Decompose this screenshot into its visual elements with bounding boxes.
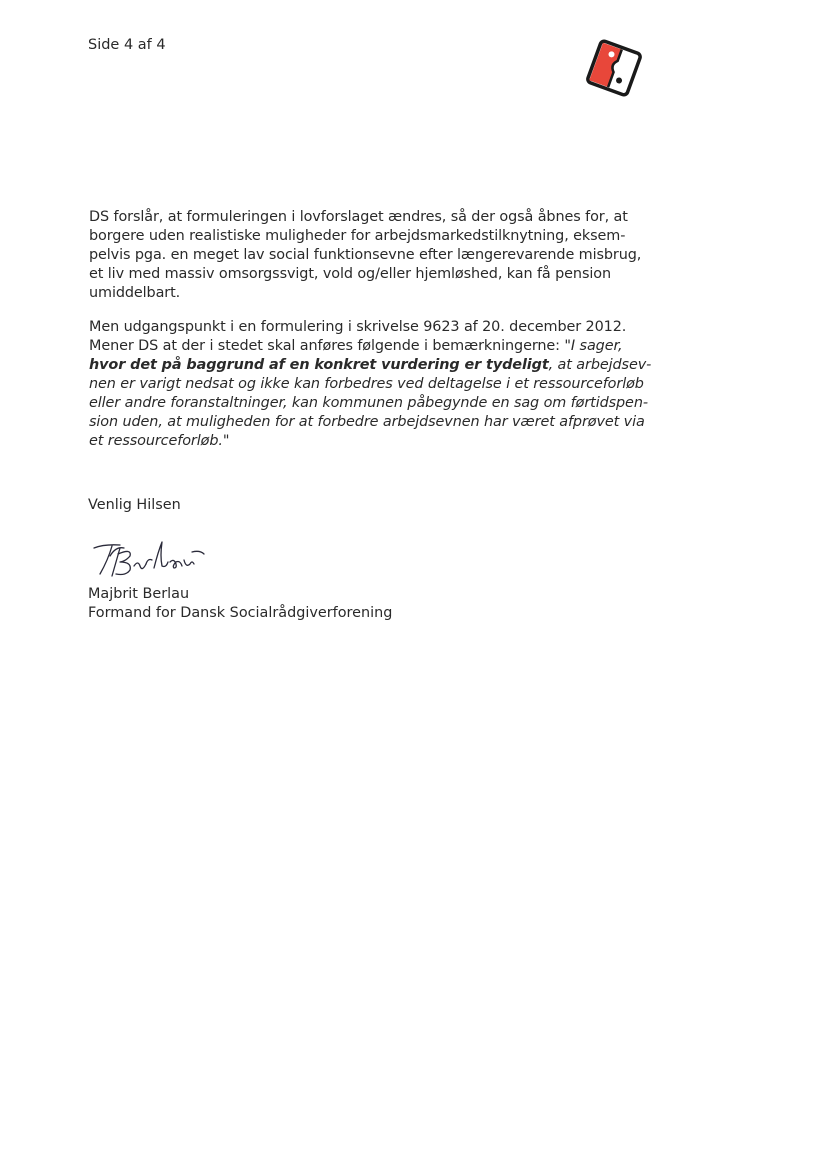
quote-emphasis: hvor det på baggrund af en konkret vurdering er tydeligt [89, 357, 549, 373]
quote-text-line: nen er varigt nedsat og ikke kan forbedres ved deltagelse i et ressourceforløb [89, 376, 644, 392]
quote-start: "I sager, [564, 338, 623, 354]
text-line [89, 337, 649, 356]
quote-text-line: eller andre foranstaltninger, kan kommunen påbegynde en sag om førtidspen- [89, 395, 648, 411]
quote-text-line: sion uden, at muligheden for at forbedre arbejdsevnen har været afprøvet via [89, 414, 645, 430]
ds-logo-icon [583, 38, 645, 98]
text-line: Men udgangspunkt i en formulering i skrivelse 9623 af 20. december 2012. [89, 319, 627, 335]
closing-greeting: Venlig Hilsen [88, 497, 181, 513]
quote-text-line: et ressourceforløb." [89, 433, 230, 449]
text-line: umiddelbart. [89, 285, 181, 301]
paragraph-quote [89, 318, 652, 451]
text-line: borgere uden realistiske muligheder for arbejdsmarkedstilknytning, eksem- [89, 228, 626, 244]
text-plain: Mener DS at der i stedet skal anføres følgende i bemærkningerne: [89, 338, 565, 354]
text-line: et liv med massiv omsorgssvigt, vold og/eller hjemløshed, kan få pension [89, 266, 611, 282]
quote-text: , at arbejdsev- [548, 357, 652, 373]
paragraph-proposal [89, 208, 649, 303]
signer-block [88, 585, 392, 623]
signer-title: Formand for Dansk Socialrådgiverforening [88, 605, 393, 621]
text-line [89, 356, 652, 375]
text-line: DS forslår, at formuleringen i lovforslaget ændres, så der også åbnes for, at [89, 209, 628, 225]
handwritten-signature [90, 534, 220, 584]
text-line: pelvis pga. en meget lav social funktionsevne efter længerevarende misbrug, [89, 247, 642, 263]
signer-name: Majbrit Berlau [88, 586, 190, 602]
page-number: Side 4 af 4 [88, 37, 166, 53]
